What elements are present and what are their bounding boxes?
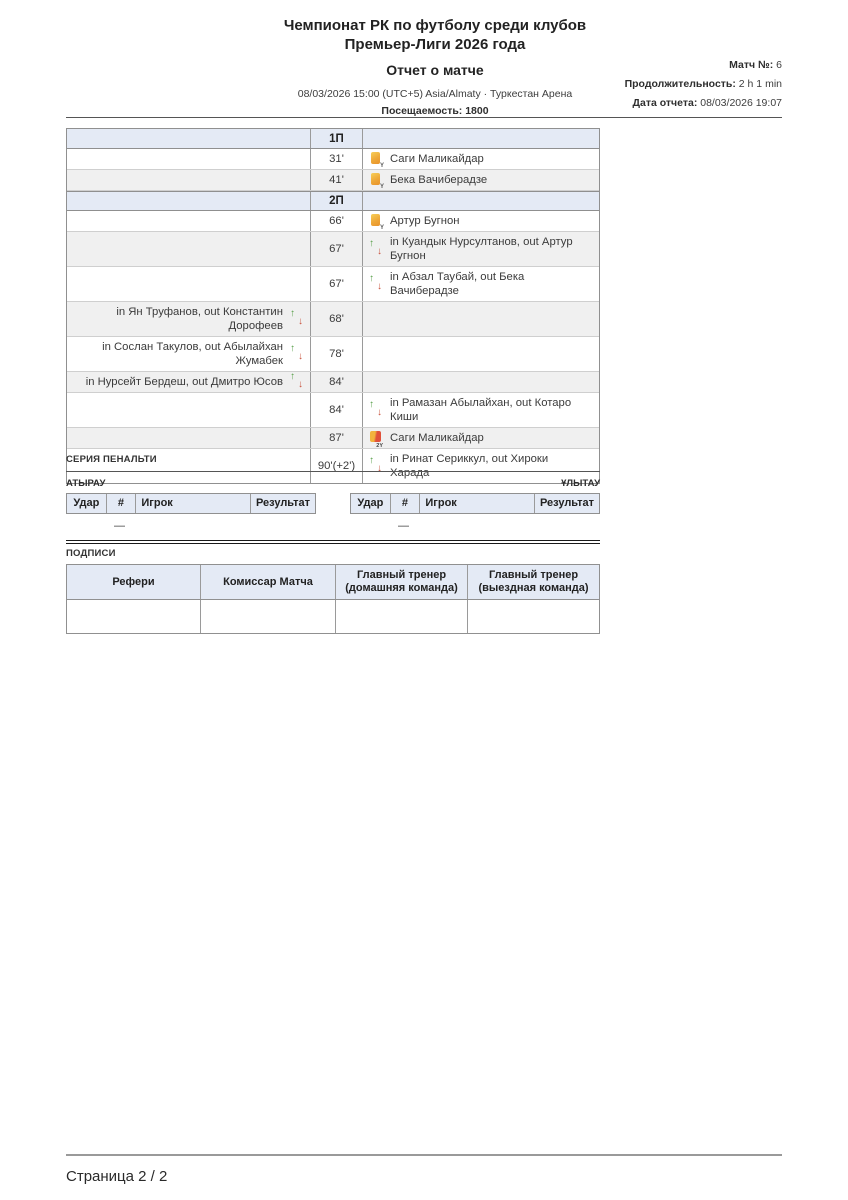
report-date-value: 08/03/2026 19:07 [700, 97, 782, 109]
event-player: Артур Бугнон [390, 215, 460, 227]
event-time: 66' [329, 215, 344, 227]
signatures-section-title: ПОДПИСИ [66, 548, 116, 559]
event-substitution: in Ринат Сериккул, out Хироки Харада [390, 453, 549, 479]
signature-cell-away-coach [468, 600, 599, 633]
event-time: 84' [329, 404, 344, 416]
column-header-shot: Удар [351, 494, 391, 513]
header-divider [66, 117, 782, 118]
empty-placeholder: — [114, 520, 125, 532]
event-row [67, 372, 599, 393]
column-header-head-coach-home: Главный тренер (домашняя команда) [336, 565, 468, 599]
period-row-second-half [67, 191, 599, 211]
column-header-number: # [107, 494, 137, 513]
page-number: Страница 2 / 2 [66, 1168, 168, 1185]
yellow-card-icon: Y [369, 152, 383, 166]
event-substitution: in Абзал Таубай, out Бека Вачиберадзе [390, 271, 525, 297]
event-row [67, 211, 599, 232]
event-player: Саги Маликайдар [390, 432, 484, 444]
footer-divider [66, 1154, 782, 1156]
event-time: 78' [329, 348, 344, 360]
event-substitution: in Рамазан Абылайхан, out Котаро Киши [390, 397, 572, 423]
yellow-card-icon: Y [369, 173, 383, 187]
event-row [67, 232, 599, 267]
event-player: Бека Вачиберадзе [390, 174, 488, 186]
section-end-divider [66, 540, 600, 544]
period-row-first-half [67, 129, 599, 149]
match-datetime-venue: 08/03/2026 15:00 (UTC+5) Asia/Almaty · Туркестан Арена [297, 88, 573, 100]
championship-title-line1: Чемпионат РК по футболу среди клубов [283, 17, 587, 34]
match-number-label: Матч №: [729, 59, 774, 71]
event-row [67, 149, 599, 170]
event-player: Саги Маликайдар [390, 153, 484, 165]
event-time: 41' [329, 174, 344, 186]
yellow-card-icon: Y [369, 214, 383, 228]
event-row [67, 267, 599, 302]
event-time: 87' [329, 432, 344, 444]
signatures-table [66, 564, 600, 634]
column-header-referee: Рефери [67, 565, 201, 599]
penalty-section-divider [66, 471, 600, 472]
event-substitution: in Сослан Такулов, out Абылайхан Жумабек [102, 341, 283, 367]
event-time: 84' [329, 376, 344, 388]
event-time: 67' [329, 243, 344, 255]
event-substitution: in Куандык Нурсултанов, out Артур Бугнон [390, 236, 573, 262]
penalty-table-away [350, 493, 600, 536]
report-subtitle: Отчет о матче [386, 62, 484, 78]
substitution-icon: ↑ ↓ [369, 273, 382, 292]
penalty-table-home [66, 493, 316, 536]
event-row [67, 393, 599, 428]
signature-cell-referee [67, 600, 201, 633]
signature-cell-home-coach [336, 600, 468, 633]
event-row [67, 337, 599, 372]
signatures-section [66, 548, 600, 634]
period-label: 1П [329, 132, 344, 145]
column-header-player: Игрок [136, 494, 251, 513]
event-time: 68' [329, 313, 344, 325]
match-duration-value: 2 h 1 min [738, 78, 782, 90]
championship-title-line2: Премьер-Лиги 2026 года [344, 36, 526, 53]
empty-placeholder: — [398, 520, 409, 532]
penalty-series-section [66, 454, 600, 544]
column-header-number: # [391, 494, 421, 513]
substitution-icon: ↑ ↓ [369, 238, 382, 257]
column-header-shot: Удар [67, 494, 107, 513]
substitution-icon: ↑ ↓ [369, 399, 382, 418]
signature-cell-commissar [201, 600, 336, 633]
event-substitution: in Нурсейт Бердеш, out Дмитро Юсов [85, 376, 283, 388]
event-row [67, 302, 599, 337]
match-duration-label: Продолжительность: [624, 78, 736, 90]
substitution-icon: ↑ ↓ [369, 455, 382, 474]
event-row [67, 428, 599, 449]
substitution-icon: ↑ ↓ [290, 308, 303, 327]
event-time: 67' [329, 278, 344, 290]
attendance-value: 1800 [465, 105, 489, 117]
event-time: 31' [329, 153, 344, 165]
second-yellow-card-icon: 2Y [369, 431, 383, 445]
event-row [67, 170, 599, 191]
event-substitution: in Ян Труфанов, out Константин Дорофеев [116, 306, 283, 332]
home-team-label: АТЫРАУ [66, 478, 106, 489]
report-meta [625, 56, 782, 113]
match-number-value: 6 [776, 59, 782, 71]
event-time: 90'(+2') [317, 460, 356, 472]
column-header-head-coach-away: Главный тренер (выездная команда) [478, 569, 589, 594]
match-duration [625, 75, 782, 94]
column-header-result: Результат [255, 497, 310, 509]
column-header-match-commissar: Комиссар Матча [201, 565, 336, 599]
report-date [625, 94, 782, 113]
match-events-table [66, 128, 600, 484]
period-label: 2П [329, 195, 344, 207]
column-header-result: Результат [539, 497, 594, 509]
penalty-section-title: СЕРИЯ ПЕНАЛЬТИ [66, 454, 157, 465]
report-date-label: Дата отчета: [632, 97, 698, 109]
column-header-player: Игрок [420, 494, 535, 513]
away-team-label: ҰЛЫТАУ [561, 478, 600, 489]
match-number [625, 56, 782, 75]
attendance-label: Посещаемость: [381, 105, 463, 117]
substitution-icon: ↑ ↓ [290, 371, 303, 390]
substitution-icon: ↑ ↓ [290, 343, 303, 362]
